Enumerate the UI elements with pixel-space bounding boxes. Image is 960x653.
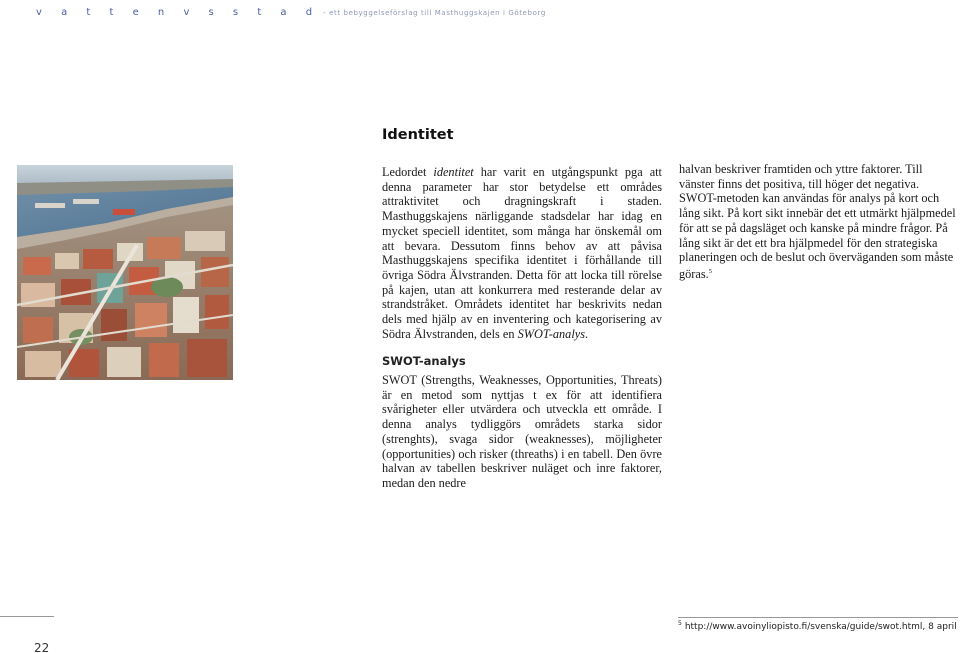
aerial-city-photo [17, 165, 233, 380]
running-head-subtitle: - ett bebyggelseförslag till Masthuggskajen i Göteborg [323, 9, 546, 17]
swot-continued-text: halvan beskriver framtiden och yttre faktorer. Till vänster finns det positiva, till höger det negativa. SWOT-metoden kan användas för analys på kort och lång sikt. På kort sikt innebär det ett utmärkt hjälpmedel för att se på dagsläget och kanske på mindre frågor. På lång sikt är det ett bra hjälpmedel för den strategiska planeringen och de beslut och överväganden som måste göras. [679, 162, 956, 282]
footnote [678, 620, 957, 632]
footnote-reference: 5 [708, 267, 712, 275]
footnote-number: 5 [678, 620, 682, 627]
intro-emphasis: identitet [433, 165, 474, 179]
swot-heading: SWOT-analys [382, 354, 466, 368]
swot-paragraph [382, 373, 662, 491]
intro-paragraph [382, 165, 662, 341]
running-head-title: v a t t e n v s s t a d [36, 7, 321, 18]
footnote-divider [678, 617, 958, 618]
intro-text-before: Ledordet [382, 165, 434, 179]
footnote-text: http://www.avoinyliopisto.fi/svenska/guide/swot.html, 8 april [684, 622, 957, 632]
swot-analysis-emphasis: SWOT-analys [517, 326, 585, 341]
section-title: Identitet [382, 127, 454, 143]
intro-text-end: . [584, 326, 589, 341]
footnote-divider-left [0, 616, 54, 617]
page-number: 22 [34, 641, 50, 653]
swot-text: SWOT (Strengths, Weaknesses, Opportunities, Threats) är en metod som nyttjas t ex för att identifiera svårigheter eller utvärdera och utveckla ett område. I denna analys tydliggörs områdets starka sidor (strenghts), svaga sidor (weaknesses), möjligheter (opportunities) och risker (threaths) i en tabell. Den övre halvan av tabellen beskriver nuläget och inre faktorer, medan den nedre [382, 373, 662, 490]
intro-text-after: har varit en utgångspunkt pga att denna parameter har stor betydelse ett områdes attraktivitet och dragningskraft i staden. Masthuggskajens närliggande stadsdelar har idag en mycket speciell identitet, som många har önskemål om att bevara. Dessutom finns behov av att påvisa Masthuggskajens specifika identitet i förhållande till övriga Södra Älvstranden. Detta för att locka till rörelse på kajen, utan att konkurrera med resterande delar av strandstråket. Områdets identitet har beskrivits nedan dels med hjälp av en inventering och kategorisering av Södra Älvstranden, dels en [382, 165, 662, 341]
running-head [36, 0, 546, 19]
swot-paragraph-continued [679, 162, 959, 282]
